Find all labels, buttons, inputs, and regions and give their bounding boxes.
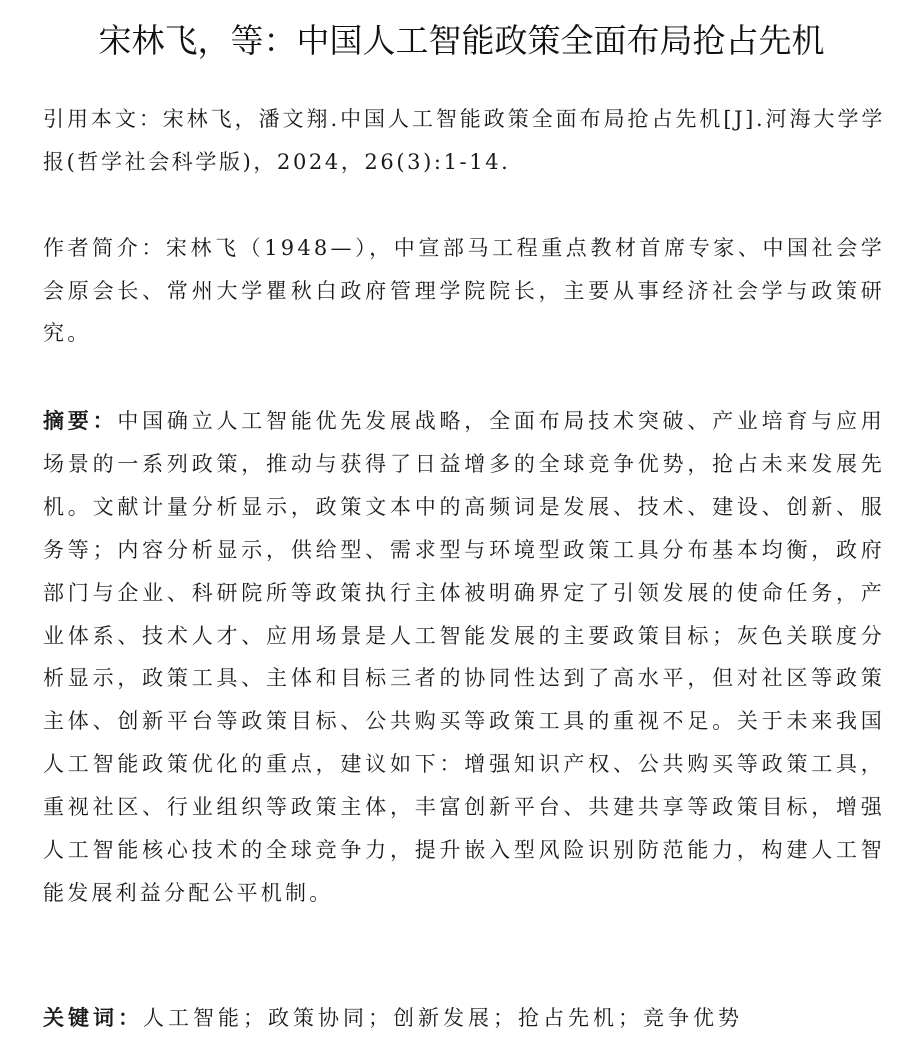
keyword-separator: ； xyxy=(243,1006,268,1030)
abstract-text: 中国确立人工智能优先发展战略，全面布局技术突破、产业培育与应用场景的一系列政策，推动与获得了日益增多的全球竞争优势，抢占未来发展先机。文献计量分析显示，政策文本中的高频词是发展、技术、建设、创新、服务等；内容分析显示，供给型、需求型与环境型政策工具分布基本均衡，政府部门与企业、科研院所等政策执行主体被明确界定了引领发展的使命任务，产业体系、技术人才、应用场景是人工智能发展的主要政策目标；灰色关联度分析显示，政策工具、主体和目标三者的协同性达到了高水平，但对社区等政策主体、创新平台等政策目标、公共购买等政策工具的重视不足。关于未来我国人工智能政策优化的重点，建议如下：增强知识产权、公共购买等政策工具，重视社区、行业组织等政策主体，丰富创新平台、共建共享等政策目标，增强人工智能核心技术的全球竞争力，提升嵌入型风险识别防范能力，构建人工智能发展利益分配公平机制。 xyxy=(43,409,885,905)
keyword: 抢占先机 xyxy=(518,1006,618,1030)
keywords xyxy=(43,996,885,1040)
author-bio: 作者简介：宋林飞（1948—），中宣部马工程重点教材首席专家、中国社会学会原会长、常州大学瞿秋白政府管理学院院长，主要从事经济社会学与政策研究。 xyxy=(43,236,885,345)
paper-title: 宋林飞，等：中国人工智能政策全面布局抢占先机 xyxy=(98,21,825,60)
keyword: 创新发展 xyxy=(393,1006,493,1030)
keyword-separator: ； xyxy=(493,1006,518,1030)
keyword-separator: ； xyxy=(368,1006,393,1030)
citation: 引用本文：宋林飞，潘文翔.中国人工智能政策全面布局抢占先机[J].河海大学学报(哲学社会科学版)，2024，26(3):1-14. xyxy=(43,107,885,174)
keyword: 政策协同 xyxy=(268,1006,368,1030)
abstract xyxy=(43,400,885,915)
keyword-separator: ； xyxy=(618,1006,643,1030)
keywords-label: 关键词： xyxy=(43,1006,143,1030)
abstract-label: 摘要： xyxy=(43,409,118,433)
keyword: 竞争优势 xyxy=(643,1006,743,1030)
keyword: 人工智能 xyxy=(143,1006,243,1030)
